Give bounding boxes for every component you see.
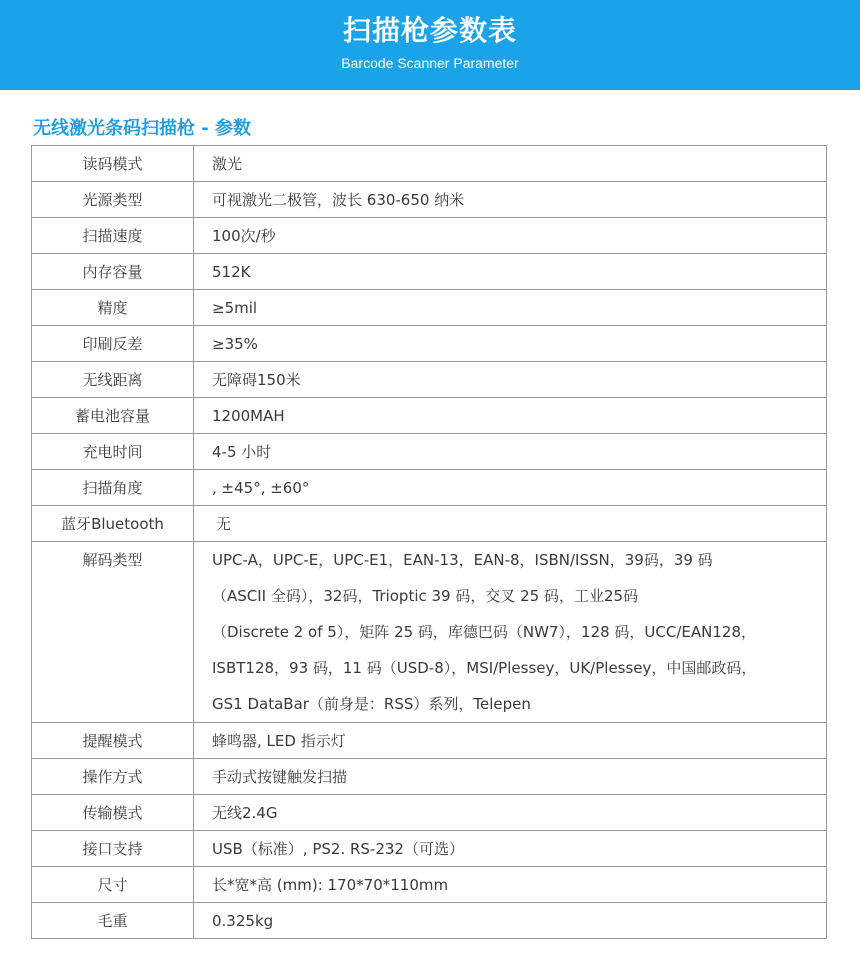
spec-label: 印刷反差 bbox=[32, 326, 194, 362]
spec-table bbox=[31, 145, 827, 939]
decode-line: GS1 DataBar（前身是：RSS）系列，Telepen bbox=[212, 695, 531, 713]
table-row bbox=[32, 723, 827, 759]
table-row bbox=[32, 542, 827, 723]
table-row bbox=[32, 254, 827, 290]
spec-value: ≥5mil bbox=[194, 290, 827, 326]
table-row bbox=[32, 506, 827, 542]
spec-label: 精度 bbox=[32, 290, 194, 326]
table-row bbox=[32, 182, 827, 218]
spec-value: 100次/秒 bbox=[194, 218, 827, 254]
table-row bbox=[32, 218, 827, 254]
table-row bbox=[32, 362, 827, 398]
spec-label: 内存容量 bbox=[32, 254, 194, 290]
spec-label: 解码类型 bbox=[32, 542, 194, 723]
table-row bbox=[32, 470, 827, 506]
page-subtitle: Barcode Scanner Parameter bbox=[341, 55, 519, 71]
spec-label: 接口支持 bbox=[32, 831, 194, 867]
spec-value: 1200MAH bbox=[194, 398, 827, 434]
table-row bbox=[32, 795, 827, 831]
table-row bbox=[32, 903, 827, 939]
spec-value: 长*宽*高 (mm): 170*70*110mm bbox=[194, 867, 827, 903]
spec-label: 充电时间 bbox=[32, 434, 194, 470]
decode-line: （ASCII 全码），32码，Trioptic 39 码，交叉 25 码，工业25码 bbox=[212, 587, 639, 605]
spec-value: 激光 bbox=[194, 146, 827, 182]
spec-label: 扫描角度 bbox=[32, 470, 194, 506]
table-row bbox=[32, 434, 827, 470]
spec-value: 蜂鸣器, LED 指示灯 bbox=[194, 723, 827, 759]
header-banner bbox=[0, 0, 860, 90]
page-title: 扫描枪参数表 bbox=[342, 14, 517, 47]
decode-line: （Discrete 2 of 5），矩阵 25 码，库德巴码（NW7），128 码，UCC/EAN128， bbox=[212, 623, 756, 641]
spec-value: 可视激光二极管，波长 630-650 纳米 bbox=[194, 182, 827, 218]
spec-label: 读码模式 bbox=[32, 146, 194, 182]
spec-value: 512K bbox=[194, 254, 827, 290]
table-row bbox=[32, 290, 827, 326]
spec-value: , ±45°, ±60° bbox=[194, 470, 827, 506]
spec-value-decode-types bbox=[194, 542, 827, 723]
decode-line: UPC-A，UPC-E，UPC-E1，EAN-13，EAN-8，ISBN/ISSN，39码，39 码 bbox=[212, 551, 713, 569]
decode-line: ISBT128，93 码，11 码（USD-8），MSI/Plessey，UK/Plessey，中国邮政码， bbox=[212, 659, 757, 677]
spec-value: 4-5 小时 bbox=[194, 434, 827, 470]
spec-label: 毛重 bbox=[32, 903, 194, 939]
spec-label: 光源类型 bbox=[32, 182, 194, 218]
section-title: 无线激光条码扫描枪 - 参数 bbox=[33, 118, 252, 139]
spec-value: 0.325kg bbox=[194, 903, 827, 939]
spec-label: 操作方式 bbox=[32, 759, 194, 795]
spec-label: 尺寸 bbox=[32, 867, 194, 903]
spec-value: 无线2.4G bbox=[194, 795, 827, 831]
spec-label: 蓄电池容量 bbox=[32, 398, 194, 434]
spec-label: 传输模式 bbox=[32, 795, 194, 831]
table-row bbox=[32, 398, 827, 434]
spec-value: 无 bbox=[194, 506, 827, 542]
spec-value: 手动式按键触发扫描 bbox=[194, 759, 827, 795]
table-row bbox=[32, 759, 827, 795]
spec-value: USB（标准）, PS2. RS-232（可选） bbox=[194, 831, 827, 867]
spec-value: ≥35% bbox=[194, 326, 827, 362]
spec-label: 蓝牙Bluetooth bbox=[32, 506, 194, 542]
spec-value: 无障碍150米 bbox=[194, 362, 827, 398]
spec-label: 无线距离 bbox=[32, 362, 194, 398]
spec-label: 扫描速度 bbox=[32, 218, 194, 254]
table-row bbox=[32, 831, 827, 867]
table-row bbox=[32, 867, 827, 903]
table-row bbox=[32, 146, 827, 182]
table-row bbox=[32, 326, 827, 362]
spec-label: 提醒模式 bbox=[32, 723, 194, 759]
